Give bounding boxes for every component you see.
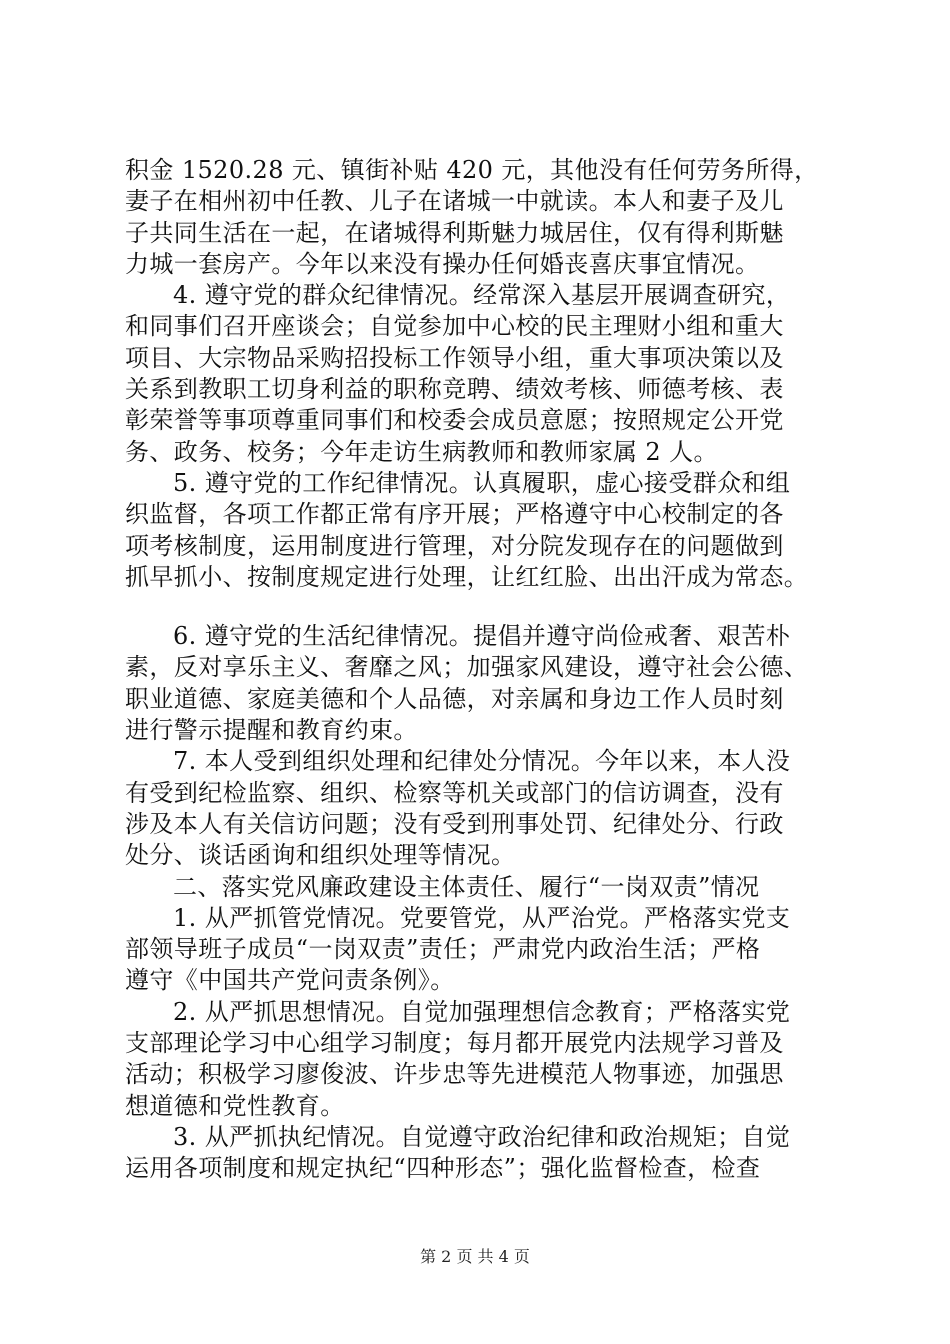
text-line: 4. 遵守党的群众纪律情况。经常深入基层开展调查研究， (173, 281, 791, 310)
text-line: 运用各项制度和规定执纪“四种形态”；强化监督检查，检查 (125, 1154, 761, 1183)
text-line: 素，反对享乐主义、奢靡之风；加强家风建设，遵守社会公德、 (125, 653, 809, 682)
text-line: 关系到教职工切身利益的职称竞聘、绩效考核、师德考核、表 (125, 375, 784, 404)
text-line: 力城一套房产。今年以来没有操办任何婚丧喜庆事宜情况。 (125, 249, 760, 278)
text-line: 1. 从严抓管党情况。党要管党，从严治党。严格落实党支 (173, 903, 791, 932)
text-line: 5. 遵守党的工作纪律情况。认真履职，虚心接受群众和组 (173, 468, 791, 497)
text-line: 活动；积极学习廖俊波、许步忠等先进模范人物事迹，加强思 (125, 1060, 784, 1089)
text-line: 6. 遵守党的生活纪律情况。提倡并遵守尚俭戒奢、艰苦朴 (173, 622, 791, 651)
section-heading: 二、落实党风廉政建设主体责任、履行“一岗双责”情况 (173, 872, 760, 901)
text-line: 遵守《中国共产党问责条例》。 (125, 966, 455, 995)
text-line: 3. 从严抓执纪情况。自觉遵守政治纪律和政治规矩；自觉 (173, 1122, 791, 1151)
text-line: 彰荣誉等事项尊重同事们和校委会成员意愿；按照规定公开党 (125, 406, 784, 435)
text-line: 想道德和党性教育。 (125, 1091, 345, 1120)
text-line: 进行警示提醒和教育约束。 (125, 716, 418, 745)
text-line: 支部理论学习中心组学习制度；每月都开展党内法规学习普及 (125, 1029, 784, 1058)
text-line: 积金 1520.28 元、镇街补贴 420 元，其他没有任何劳务所得， (125, 156, 819, 184)
text-line: 处分、谈话函询和组织处理等情况。 (125, 841, 516, 870)
text-line: 妻子在相州初中任教、儿子在诸城一中就读。本人和妻子及儿 (125, 187, 784, 216)
document-body (125, 155, 840, 1185)
text-line: 2. 从严抓思想情况。自觉加强理想信念教育；严格落实党 (173, 997, 791, 1026)
text-line: 项考核制度，运用制度进行管理，对分院发现存在的问题做到 (125, 531, 784, 560)
paragraph-gap (125, 593, 840, 621)
text-line: 7. 本人受到组织处理和纪律处分情况。今年以来，本人没 (173, 747, 791, 776)
text-line: 职业道德、家庭美德和个人品德，对亲属和身边工作人员时刻 (125, 684, 784, 713)
text-line: 子共同生活在一起，在诸城得利斯魅力城居住，仅有得利斯魅 (125, 218, 784, 247)
text-line: 项目、大宗物品采购招投标工作领导小组，重大事项决策以及 (125, 343, 784, 372)
text-line: 抓早抓小、按制度规定进行处理，让红红脸、出出汗成为常态。 (125, 562, 809, 591)
page-number-footer: 第 2 页 共 4 页 (420, 1247, 530, 1266)
text-line: 织监督，各项工作都正常有序开展；严格遵守中心校制定的各 (125, 500, 784, 529)
text-line: 务、政务、校务；今年走访生病教师和教师家属 2 人。 (125, 437, 718, 466)
text-line: 和同事们召开座谈会；自觉参加中心校的民主理财小组和重大 (125, 312, 784, 341)
text-line: 部领导班子成员“一岗双责”责任；严肃党内政治生活；严格 (125, 935, 761, 964)
text-line: 涉及本人有关信访问题；没有受到刑事处罚、纪律处分、行政 (125, 809, 784, 838)
text-line: 有受到纪检监察、组织、检察等机关或部门的信访调查，没有 (125, 778, 784, 807)
